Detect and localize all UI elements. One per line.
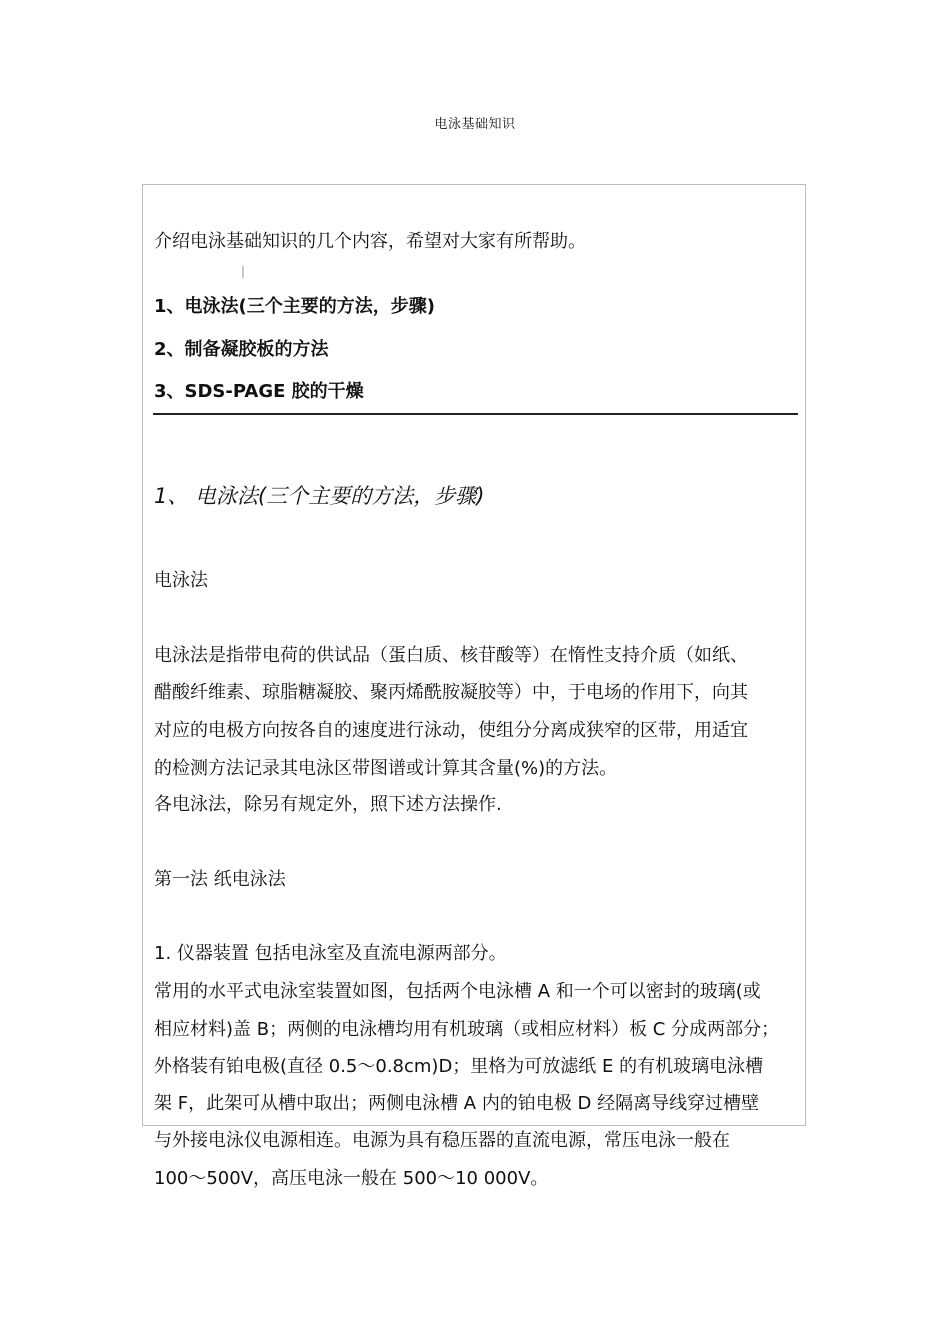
section-1-subheading: 电泳法 — [154, 570, 208, 591]
apparatus-line: 与外接电泳仪电源相连。电源为具有稳压器的直流电源，常压电泳一般在 — [154, 1130, 730, 1151]
apparatus-line: 常用的水平式电泳室装置如图，包括两个电泳槽 A 和一个可以密封的玻璃(或 — [154, 981, 761, 1002]
toc-item-2: 2、制备凝胶板的方法 — [154, 339, 329, 360]
apparatus-line: 100～500V，高压电泳一般在 500～10 000V。 — [154, 1168, 549, 1189]
apparatus-line: 外格装有铂电极(直径 0.5～0.8cm)D；里格为可放滤纸 E 的有机玻璃电泳槽 — [154, 1056, 764, 1077]
apparatus-heading: 1. 仪器装置 包括电泳室及直流电源两部分。 — [154, 943, 507, 964]
method-1-heading: 第一法 纸电泳法 — [154, 869, 286, 890]
paragraph-line: 对应的电极方向按各自的速度进行泳动，使组分分离成狭窄的区带，用适宜 — [154, 720, 748, 741]
text-cursor-mark — [242, 266, 244, 278]
paragraph-line: 各电泳法，除另有规定外，照下述方法操作. — [154, 794, 502, 815]
paragraph-line: 的检测方法记录其电泳区带图谱或计算其含量(%)的方法。 — [154, 758, 618, 779]
toc-item-3: 3、SDS-PAGE 胶的干燥 — [154, 381, 364, 402]
section-1-title: 1、 电泳法(三个主要的方法，步骤) — [154, 484, 485, 508]
apparatus-line: 相应材料)盖 B；两侧的电泳槽均用有机玻璃（或相应材料）板 C 分成两部分； — [154, 1019, 780, 1040]
paragraph-line: 电泳法是指带电荷的供试品（蛋白质、核苷酸等）在惰性支持介质（如纸、 — [154, 645, 748, 666]
apparatus-line: 架 F，此架可从槽中取出；两侧电泳槽 A 内的铂电极 D 经隔离导线穿过槽壁 — [154, 1093, 760, 1114]
toc-item-1: 1、电泳法(三个主要的方法，步骤) — [154, 296, 435, 317]
intro-text: 介绍电泳基础知识的几个内容，希望对大家有所帮助。 — [154, 231, 586, 252]
page-header-title: 电泳基础知识 — [434, 117, 516, 132]
paragraph-line: 醋酸纤维素、琼脂糖凝胶、聚丙烯酰胺凝胶等）中，于电场的作用下，向其 — [154, 682, 748, 703]
section-divider — [153, 413, 798, 415]
